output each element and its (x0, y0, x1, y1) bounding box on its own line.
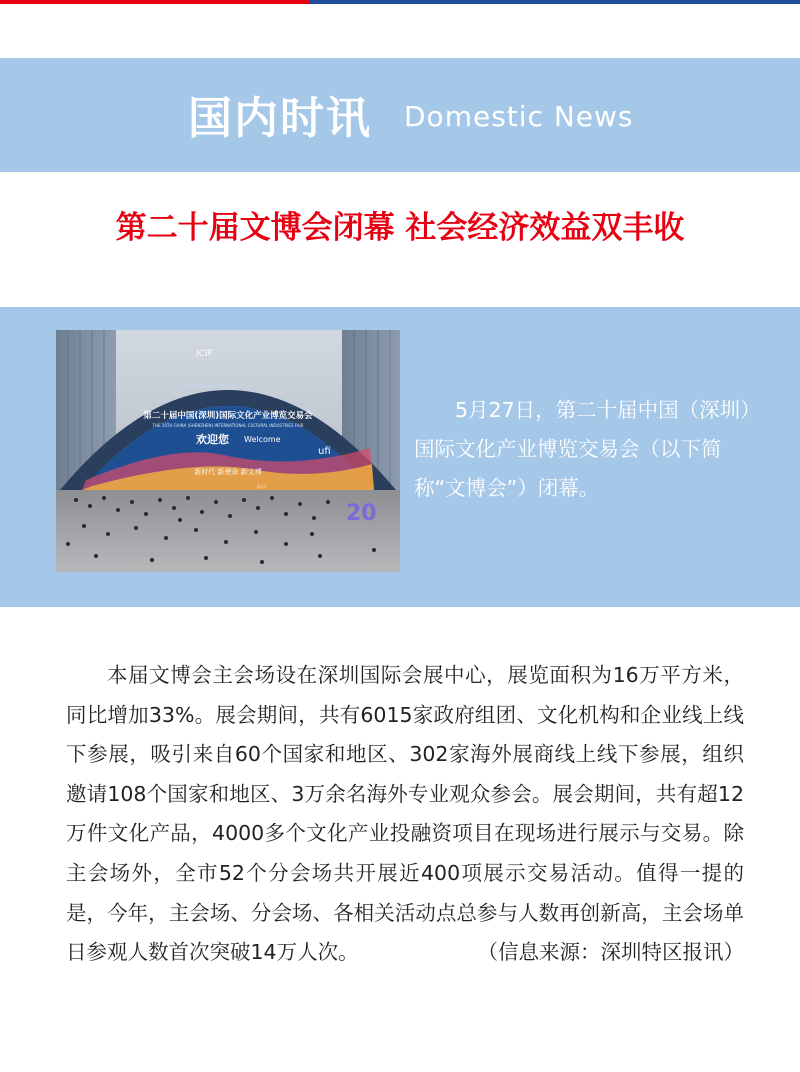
section-title-en: Domestic News (404, 100, 634, 133)
article-source: （信息来源：深圳特区报讯） (477, 940, 744, 965)
arch-welcome-cn: 欢迎您 (196, 433, 229, 446)
arch-ufi: ufi (318, 446, 331, 457)
expo-photo-illustration (56, 330, 400, 572)
arch-welcome-en: Welcome (244, 435, 281, 444)
expo-entrance-photo (56, 330, 400, 572)
expo-20-logo: 20 (346, 501, 377, 526)
article-body-text: 本届文博会主会场设在深圳国际会展中心，展览面积为16万平方米，同比增加33%。展会期间，共有6015家政府组团、文化机构和企业线上线下参展，吸引来自60个国家和地区、302家海外展商线上线下参展，组织邀请108个国家和地区、3万余名海外专业观众参会。展会期间，共有超12万件文化产品，4000多个文化产业投融资项目在现场进行展示与交易。除主会场外，全市52个分会场共开展近400项展示交易活动。值得一提的是，今年，主会场、分会场、各相关活动点总参与人数再创新高，主会场单日参观人数首次突破14万人次。 (66, 663, 744, 965)
photo-caption: 5月27日，第二十届中国（深圳）国际文化产业博览交易会（以下简称“文博会”）闭幕。 (414, 398, 761, 500)
section-header (0, 58, 800, 172)
arch-title-cn: 第二十届中国(深圳)国际文化产业博览交易会 (143, 411, 313, 421)
arch-title-en: THE 20TH CHINA (SHENZHEN) INTERNATIONAL CULTURAL INDUSTRIES FAIR (152, 423, 304, 428)
article-body (66, 656, 744, 973)
top-accent-bar (0, 0, 800, 6)
arch-slogan: 新时代 新使命 新文博 (194, 468, 262, 476)
feature-panel (0, 307, 800, 607)
section-title-cn: 国内时讯 (188, 93, 372, 144)
arch-logo: ICIF (196, 349, 213, 359)
arch-brand: Shenzhen World (188, 383, 237, 390)
top-accent-blue (310, 0, 800, 4)
top-accent-red (0, 0, 310, 4)
article-headline: 第二十届文博会闭幕 社会经济效益双丰收 (115, 210, 685, 246)
arch-entrance: 入口 (256, 484, 267, 490)
